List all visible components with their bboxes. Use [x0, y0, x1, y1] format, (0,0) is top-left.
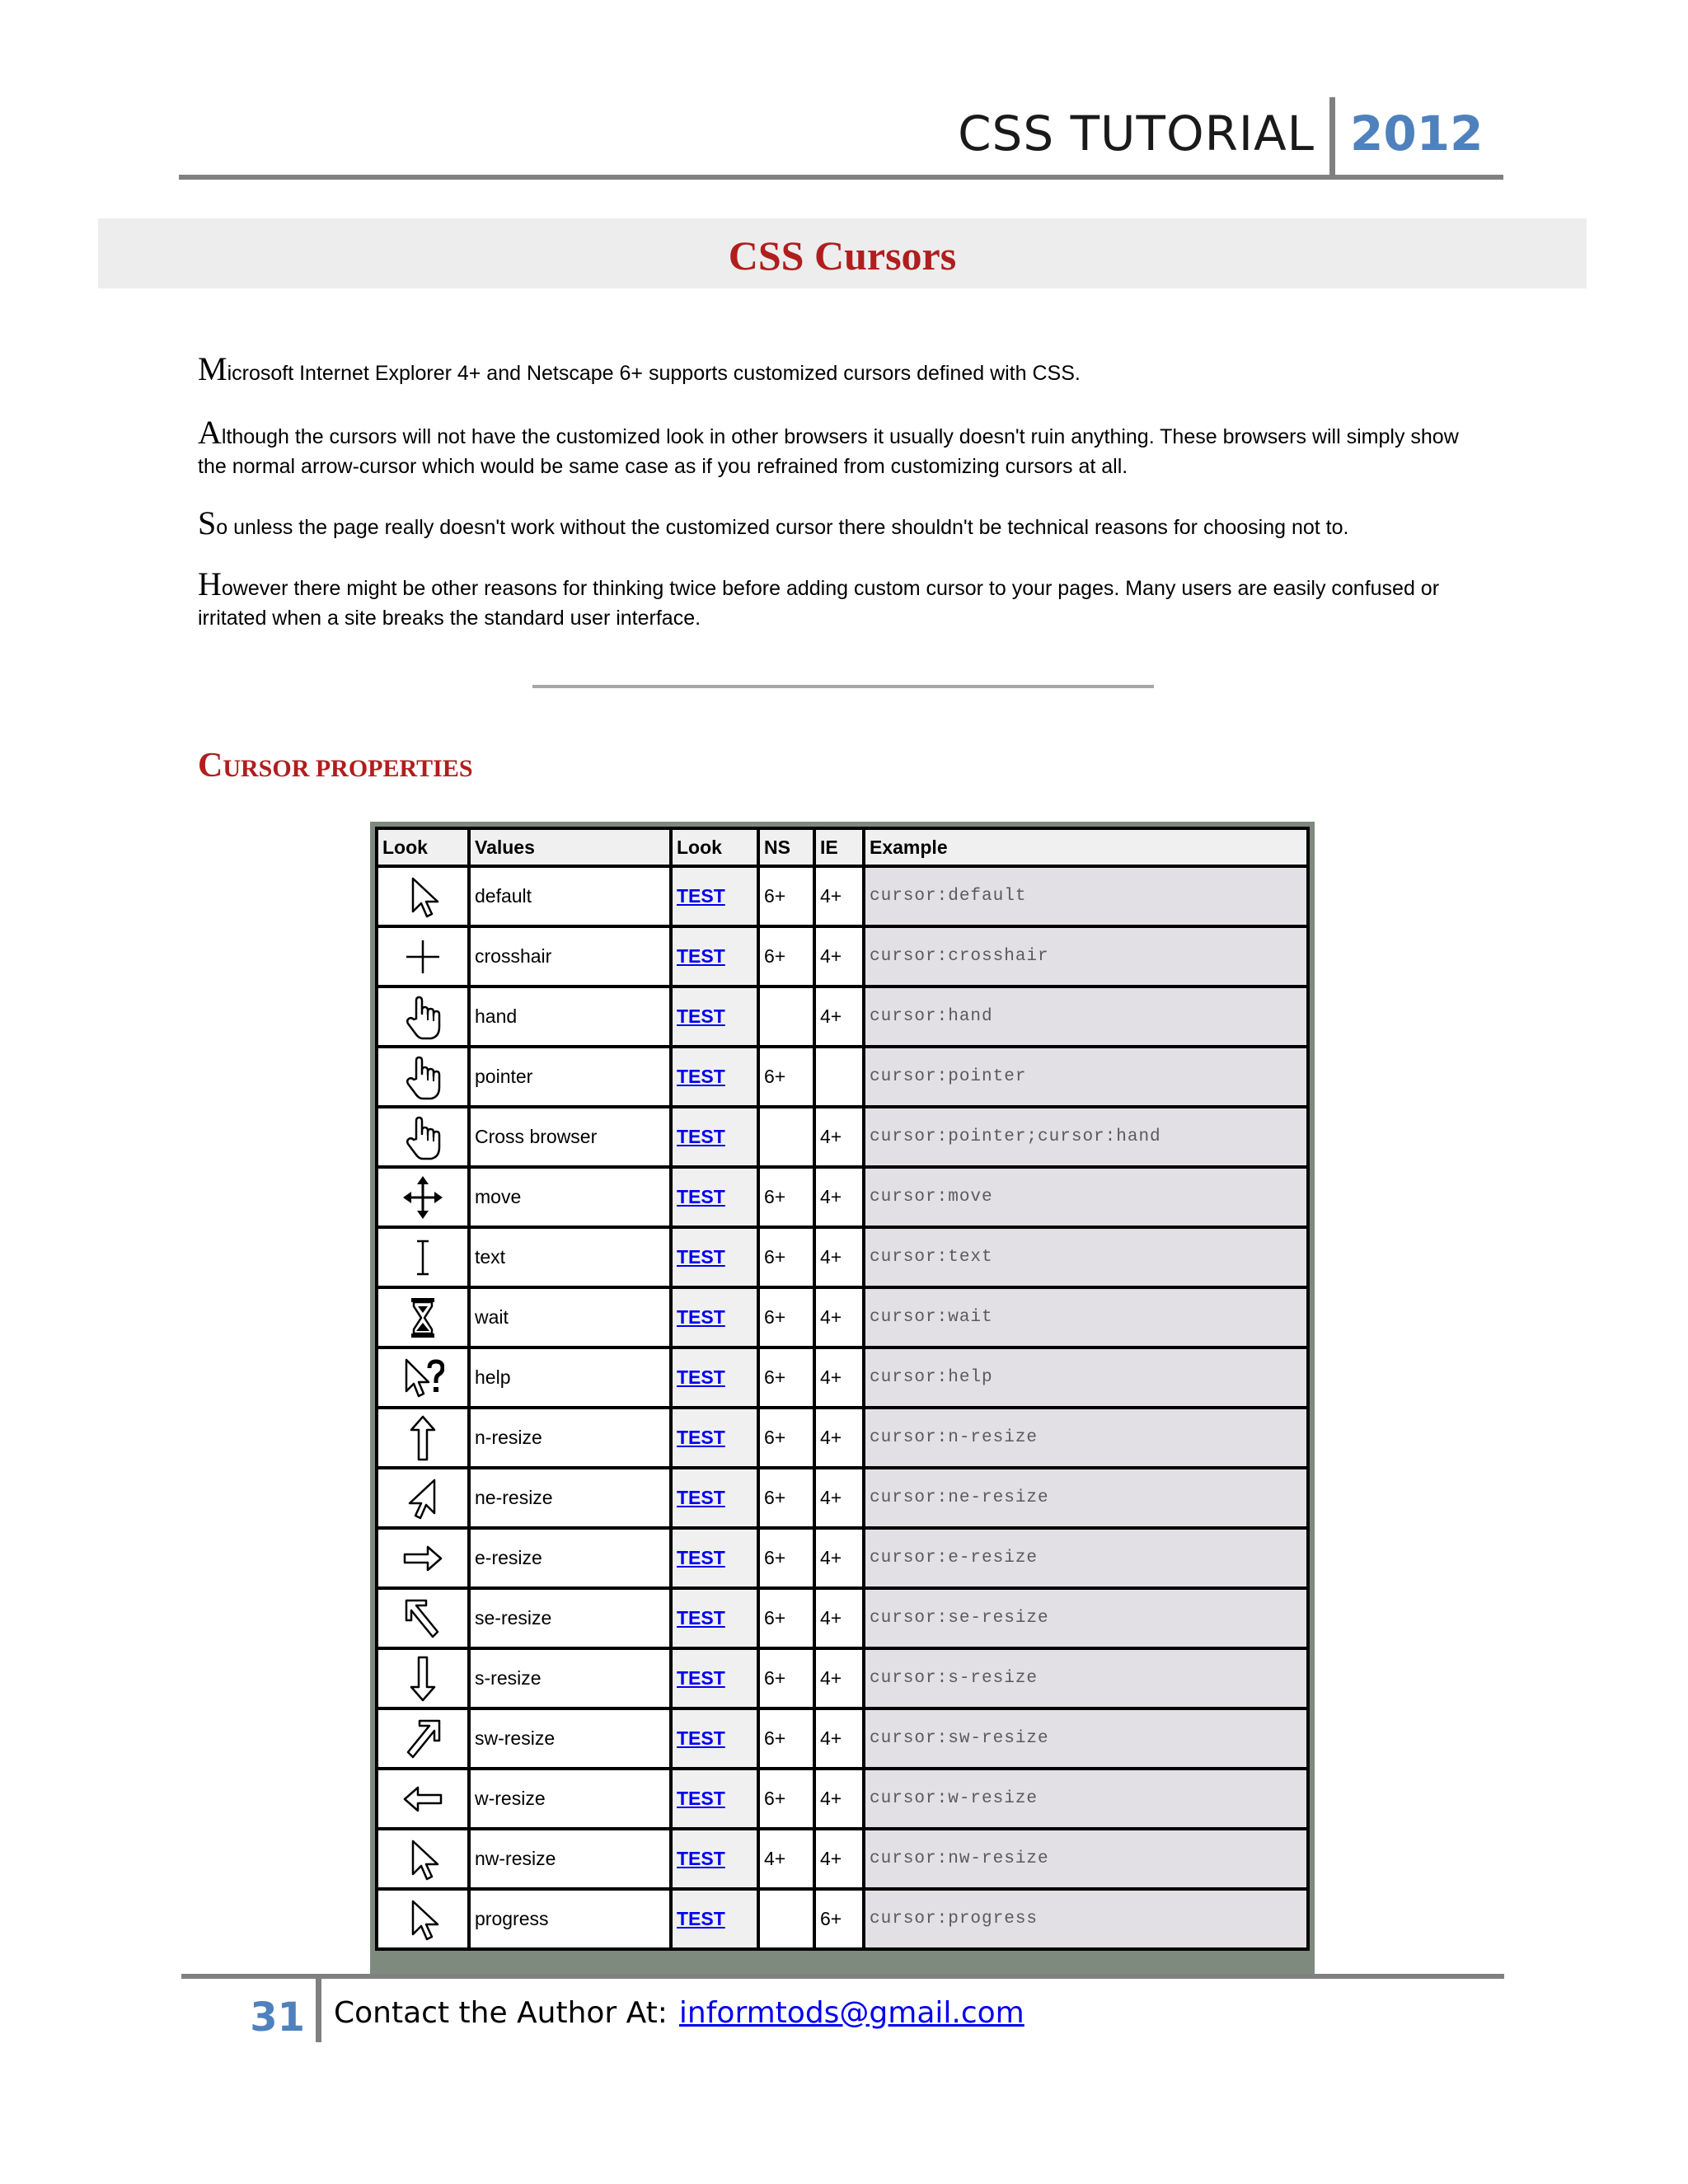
test-link[interactable]: TEST	[677, 945, 725, 967]
cursor-value: wait	[471, 1289, 669, 1346]
wait-cursor-icon	[378, 1293, 467, 1343]
ie-support: 4+	[816, 868, 862, 925]
cursor-value: ne-resize	[471, 1469, 669, 1526]
test-link[interactable]: TEST	[677, 1667, 725, 1689]
e-resize-cursor-icon	[378, 1534, 467, 1583]
ie-support: 4+	[816, 1349, 862, 1406]
ie-support: 4+	[816, 1169, 862, 1226]
test-cell	[673, 928, 757, 985]
ie-support: 4+	[816, 1409, 862, 1466]
ns-support: 6+	[760, 1229, 813, 1286]
cursor-value: se-resize	[471, 1590, 669, 1647]
page-number: 31	[250, 1994, 305, 2041]
test-link[interactable]: TEST	[677, 1848, 725, 1869]
hand-cursor-icon	[378, 1052, 467, 1102]
css-example: cursor:sw-resize	[865, 1710, 1306, 1767]
cursor-look-cell	[378, 1891, 467, 1947]
ne-resize-cursor-icon	[378, 1474, 467, 1523]
ie-support: 4+	[816, 1830, 862, 1887]
ie-support: 4+	[816, 1530, 862, 1586]
css-example: cursor:wait	[865, 1289, 1306, 1346]
test-link[interactable]: TEST	[677, 1366, 725, 1388]
paragraph-text: icrosoft Internet Explorer 4+ and Netscape 6+ supports customized cursors defined with CSS.	[227, 362, 1081, 385]
drop-cap: A	[198, 414, 222, 451]
test-cell	[673, 1169, 757, 1226]
cursor-value: crosshair	[471, 928, 669, 985]
author-email-link[interactable]: informtods@gmail.com	[678, 1996, 1025, 2030]
se-resize-cursor-icon	[378, 1594, 467, 1643]
ie-support: 4+	[816, 1289, 862, 1346]
subheading-text: URSOR PROPERTIES	[223, 755, 473, 782]
test-cell	[673, 1409, 757, 1466]
sw-resize-cursor-icon	[378, 1714, 467, 1764]
test-cell	[673, 1229, 757, 1286]
hand-cursor-icon	[378, 1113, 467, 1162]
cursor-table	[375, 827, 1310, 1951]
table-header-row	[378, 830, 1306, 865]
ns-support: 6+	[760, 1169, 813, 1226]
css-example: cursor:crosshair	[865, 928, 1306, 985]
w-resize-cursor-icon	[378, 1774, 467, 1824]
paragraph-4	[198, 565, 1484, 633]
test-link[interactable]: TEST	[677, 1427, 725, 1448]
cursor-value: progress	[471, 1891, 669, 1947]
cursor-look-cell	[378, 1409, 467, 1466]
s-resize-cursor-icon	[378, 1654, 467, 1704]
test-link[interactable]: TEST	[677, 1306, 725, 1328]
col-header-example: Example	[865, 830, 1306, 865]
cursor-value: s-resize	[471, 1650, 669, 1707]
ns-support: 6+	[760, 1469, 813, 1526]
n-resize-cursor-icon	[378, 1413, 467, 1463]
ns-support: 6+	[760, 1710, 813, 1767]
paragraph-text: owever there might be other reasons for thinking twice before adding custom cursor to your pages. Many users are easily confused or irritated when a site breaks the standard user interface.	[198, 577, 1440, 630]
test-cell	[673, 1891, 757, 1947]
table-row	[378, 1830, 1306, 1887]
cursor-look-cell	[378, 928, 467, 985]
table-row	[378, 1108, 1306, 1165]
test-link[interactable]: TEST	[677, 885, 725, 907]
table-row	[378, 868, 1306, 925]
cursor-look-cell	[378, 1349, 467, 1406]
cursor-value: n-resize	[471, 1409, 669, 1466]
ns-support	[760, 1891, 813, 1947]
css-example: cursor:default	[865, 868, 1306, 925]
footer-contact	[334, 1996, 1025, 2030]
test-cell	[673, 1650, 757, 1707]
ns-support: 6+	[760, 1289, 813, 1346]
footer-rule	[181, 1974, 1504, 1979]
cursor-look-cell	[378, 1830, 467, 1887]
table-row	[378, 1409, 1306, 1466]
test-link[interactable]: TEST	[677, 1908, 725, 1929]
hand-cursor-icon	[378, 992, 467, 1042]
ie-support: 4+	[816, 988, 862, 1045]
header-year: 2012	[1350, 105, 1484, 162]
contact-label: Contact the Author At:	[334, 1996, 668, 2030]
table-row	[378, 1229, 1306, 1286]
test-link[interactable]: TEST	[677, 1547, 725, 1568]
cursor-value: text	[471, 1229, 669, 1286]
section-divider	[532, 685, 1154, 688]
cursor-value: hand	[471, 988, 669, 1045]
cursor-look-cell	[378, 1169, 467, 1226]
css-example: cursor:se-resize	[865, 1590, 1306, 1647]
css-example: cursor:n-resize	[865, 1409, 1306, 1466]
css-example: cursor:hand	[865, 988, 1306, 1045]
ns-support: 6+	[760, 1048, 813, 1105]
footer-separator	[316, 1978, 321, 2042]
table-row	[378, 1349, 1306, 1406]
nw-resize-cursor-icon	[378, 1835, 467, 1884]
table-row	[378, 1590, 1306, 1647]
table-row	[378, 1530, 1306, 1586]
table-row	[378, 988, 1306, 1045]
cursor-look-cell	[378, 1530, 467, 1586]
move-cursor-icon	[378, 1173, 467, 1222]
ie-support: 6+	[816, 1891, 862, 1947]
header-title: CSS TUTORIAL	[958, 105, 1315, 162]
table-row	[378, 1048, 1306, 1105]
header-rule	[179, 175, 1503, 180]
ns-support: 6+	[760, 868, 813, 925]
test-link[interactable]: TEST	[677, 1126, 725, 1147]
cursor-table-frame	[370, 822, 1315, 1975]
test-link[interactable]: TEST	[677, 1607, 725, 1629]
ie-support: 4+	[816, 1590, 862, 1647]
subheading	[198, 746, 473, 785]
ns-support	[760, 1108, 813, 1165]
test-cell	[673, 1469, 757, 1526]
table-row	[378, 1770, 1306, 1827]
css-example: cursor:move	[865, 1169, 1306, 1226]
css-example: cursor:w-resize	[865, 1770, 1306, 1827]
test-cell	[673, 1710, 757, 1767]
col-header-ns: NS	[760, 830, 813, 865]
test-cell	[673, 1108, 757, 1165]
text-cursor-icon	[378, 1233, 467, 1282]
test-link[interactable]: TEST	[677, 1066, 725, 1087]
css-example: cursor:s-resize	[865, 1650, 1306, 1707]
cursor-value: w-resize	[471, 1770, 669, 1827]
css-example: cursor:nw-resize	[865, 1830, 1306, 1887]
paragraph-text: o unless the page really doesn't work without the customized cursor there shouldn't be technical reasons for choosing not to.	[216, 516, 1349, 539]
css-example: cursor:ne-resize	[865, 1469, 1306, 1526]
test-cell	[673, 1830, 757, 1887]
header-separator	[1329, 97, 1335, 178]
col-header-ie: IE	[816, 830, 862, 865]
test-link[interactable]: TEST	[677, 1005, 725, 1027]
cursor-look-cell	[378, 1770, 467, 1827]
ns-support: 4+	[760, 1830, 813, 1887]
ie-support: 4+	[816, 1469, 862, 1526]
table-row	[378, 1169, 1306, 1226]
test-cell	[673, 868, 757, 925]
css-example: cursor:progress	[865, 1891, 1306, 1947]
test-cell	[673, 1770, 757, 1827]
cursor-value: help	[471, 1349, 669, 1406]
drop-cap: M	[198, 350, 227, 387]
section-title: CSS Cursors	[728, 232, 957, 279]
col-header-look: Look	[378, 830, 467, 865]
css-example: cursor:pointer	[865, 1048, 1306, 1105]
ie-support: 4+	[816, 1770, 862, 1827]
ns-support: 6+	[760, 1530, 813, 1586]
paragraph-2	[198, 414, 1484, 481]
css-example: cursor:help	[865, 1349, 1306, 1406]
col-header-look-test: Look	[673, 830, 757, 865]
cursor-look-cell	[378, 1289, 467, 1346]
paragraph-1	[198, 350, 1484, 388]
ns-support: 6+	[760, 1770, 813, 1827]
test-link[interactable]: TEST	[677, 1788, 725, 1809]
ns-support	[760, 988, 813, 1045]
test-cell	[673, 1048, 757, 1105]
cursor-look-cell	[378, 1229, 467, 1286]
test-link[interactable]: TEST	[677, 1186, 725, 1207]
test-cell	[673, 988, 757, 1045]
cursor-value: default	[471, 868, 669, 925]
ns-support: 6+	[760, 1650, 813, 1707]
cursor-look-cell	[378, 988, 467, 1045]
cursor-look-cell	[378, 1108, 467, 1165]
table-row	[378, 1650, 1306, 1707]
cursor-value: nw-resize	[471, 1830, 669, 1887]
ns-support: 6+	[760, 1409, 813, 1466]
ie-support: 4+	[816, 1108, 862, 1165]
ie-support: 4+	[816, 1710, 862, 1767]
ie-support: 4+	[816, 1229, 862, 1286]
test-link[interactable]: TEST	[677, 1727, 725, 1749]
cursor-value: move	[471, 1169, 669, 1226]
test-cell	[673, 1289, 757, 1346]
cursor-look-cell	[378, 1590, 467, 1647]
table-row	[378, 928, 1306, 985]
cursor-look-cell	[378, 1650, 467, 1707]
paragraph-3	[198, 504, 1484, 542]
cursor-value: Cross browser	[471, 1108, 669, 1165]
ie-support: 4+	[816, 928, 862, 985]
cursor-value: e-resize	[471, 1530, 669, 1586]
crosshair-cursor-icon	[378, 932, 467, 982]
table-row	[378, 1289, 1306, 1346]
table-row	[378, 1710, 1306, 1767]
css-example: cursor:pointer;cursor:hand	[865, 1108, 1306, 1165]
cursor-value: sw-resize	[471, 1710, 669, 1767]
test-link[interactable]: TEST	[677, 1246, 725, 1268]
paragraph-text: lthough the cursors will not have the customized look in other browsers it usually doesn't ruin anything. These browsers will simply show the normal arrow-cursor which would be same case as if you refrained from customizing cursors at all.	[198, 425, 1459, 478]
ns-support: 6+	[760, 928, 813, 985]
arrow-cursor-icon	[378, 872, 467, 921]
test-cell	[673, 1590, 757, 1647]
cursor-look-cell	[378, 868, 467, 925]
ns-support: 6+	[760, 1590, 813, 1647]
progress-cursor-icon	[378, 1895, 467, 1944]
ie-support	[816, 1048, 862, 1105]
col-header-values: Values	[471, 830, 669, 865]
test-cell	[673, 1530, 757, 1586]
ie-support: 4+	[816, 1650, 862, 1707]
section-title-band	[98, 218, 1587, 288]
table-row	[378, 1469, 1306, 1526]
subheading-cap: C	[198, 747, 223, 785]
cursor-look-cell	[378, 1469, 467, 1526]
ns-support: 6+	[760, 1349, 813, 1406]
css-example: cursor:e-resize	[865, 1530, 1306, 1586]
table-row	[378, 1891, 1306, 1947]
cursor-value: pointer	[471, 1048, 669, 1105]
help-cursor-icon	[378, 1353, 467, 1403]
cursor-look-cell	[378, 1048, 467, 1105]
cursor-look-cell	[378, 1710, 467, 1767]
drop-cap: S	[198, 504, 217, 541]
test-cell	[673, 1349, 757, 1406]
test-link[interactable]: TEST	[677, 1487, 725, 1508]
drop-cap: H	[198, 565, 222, 602]
css-example: cursor:text	[865, 1229, 1306, 1286]
